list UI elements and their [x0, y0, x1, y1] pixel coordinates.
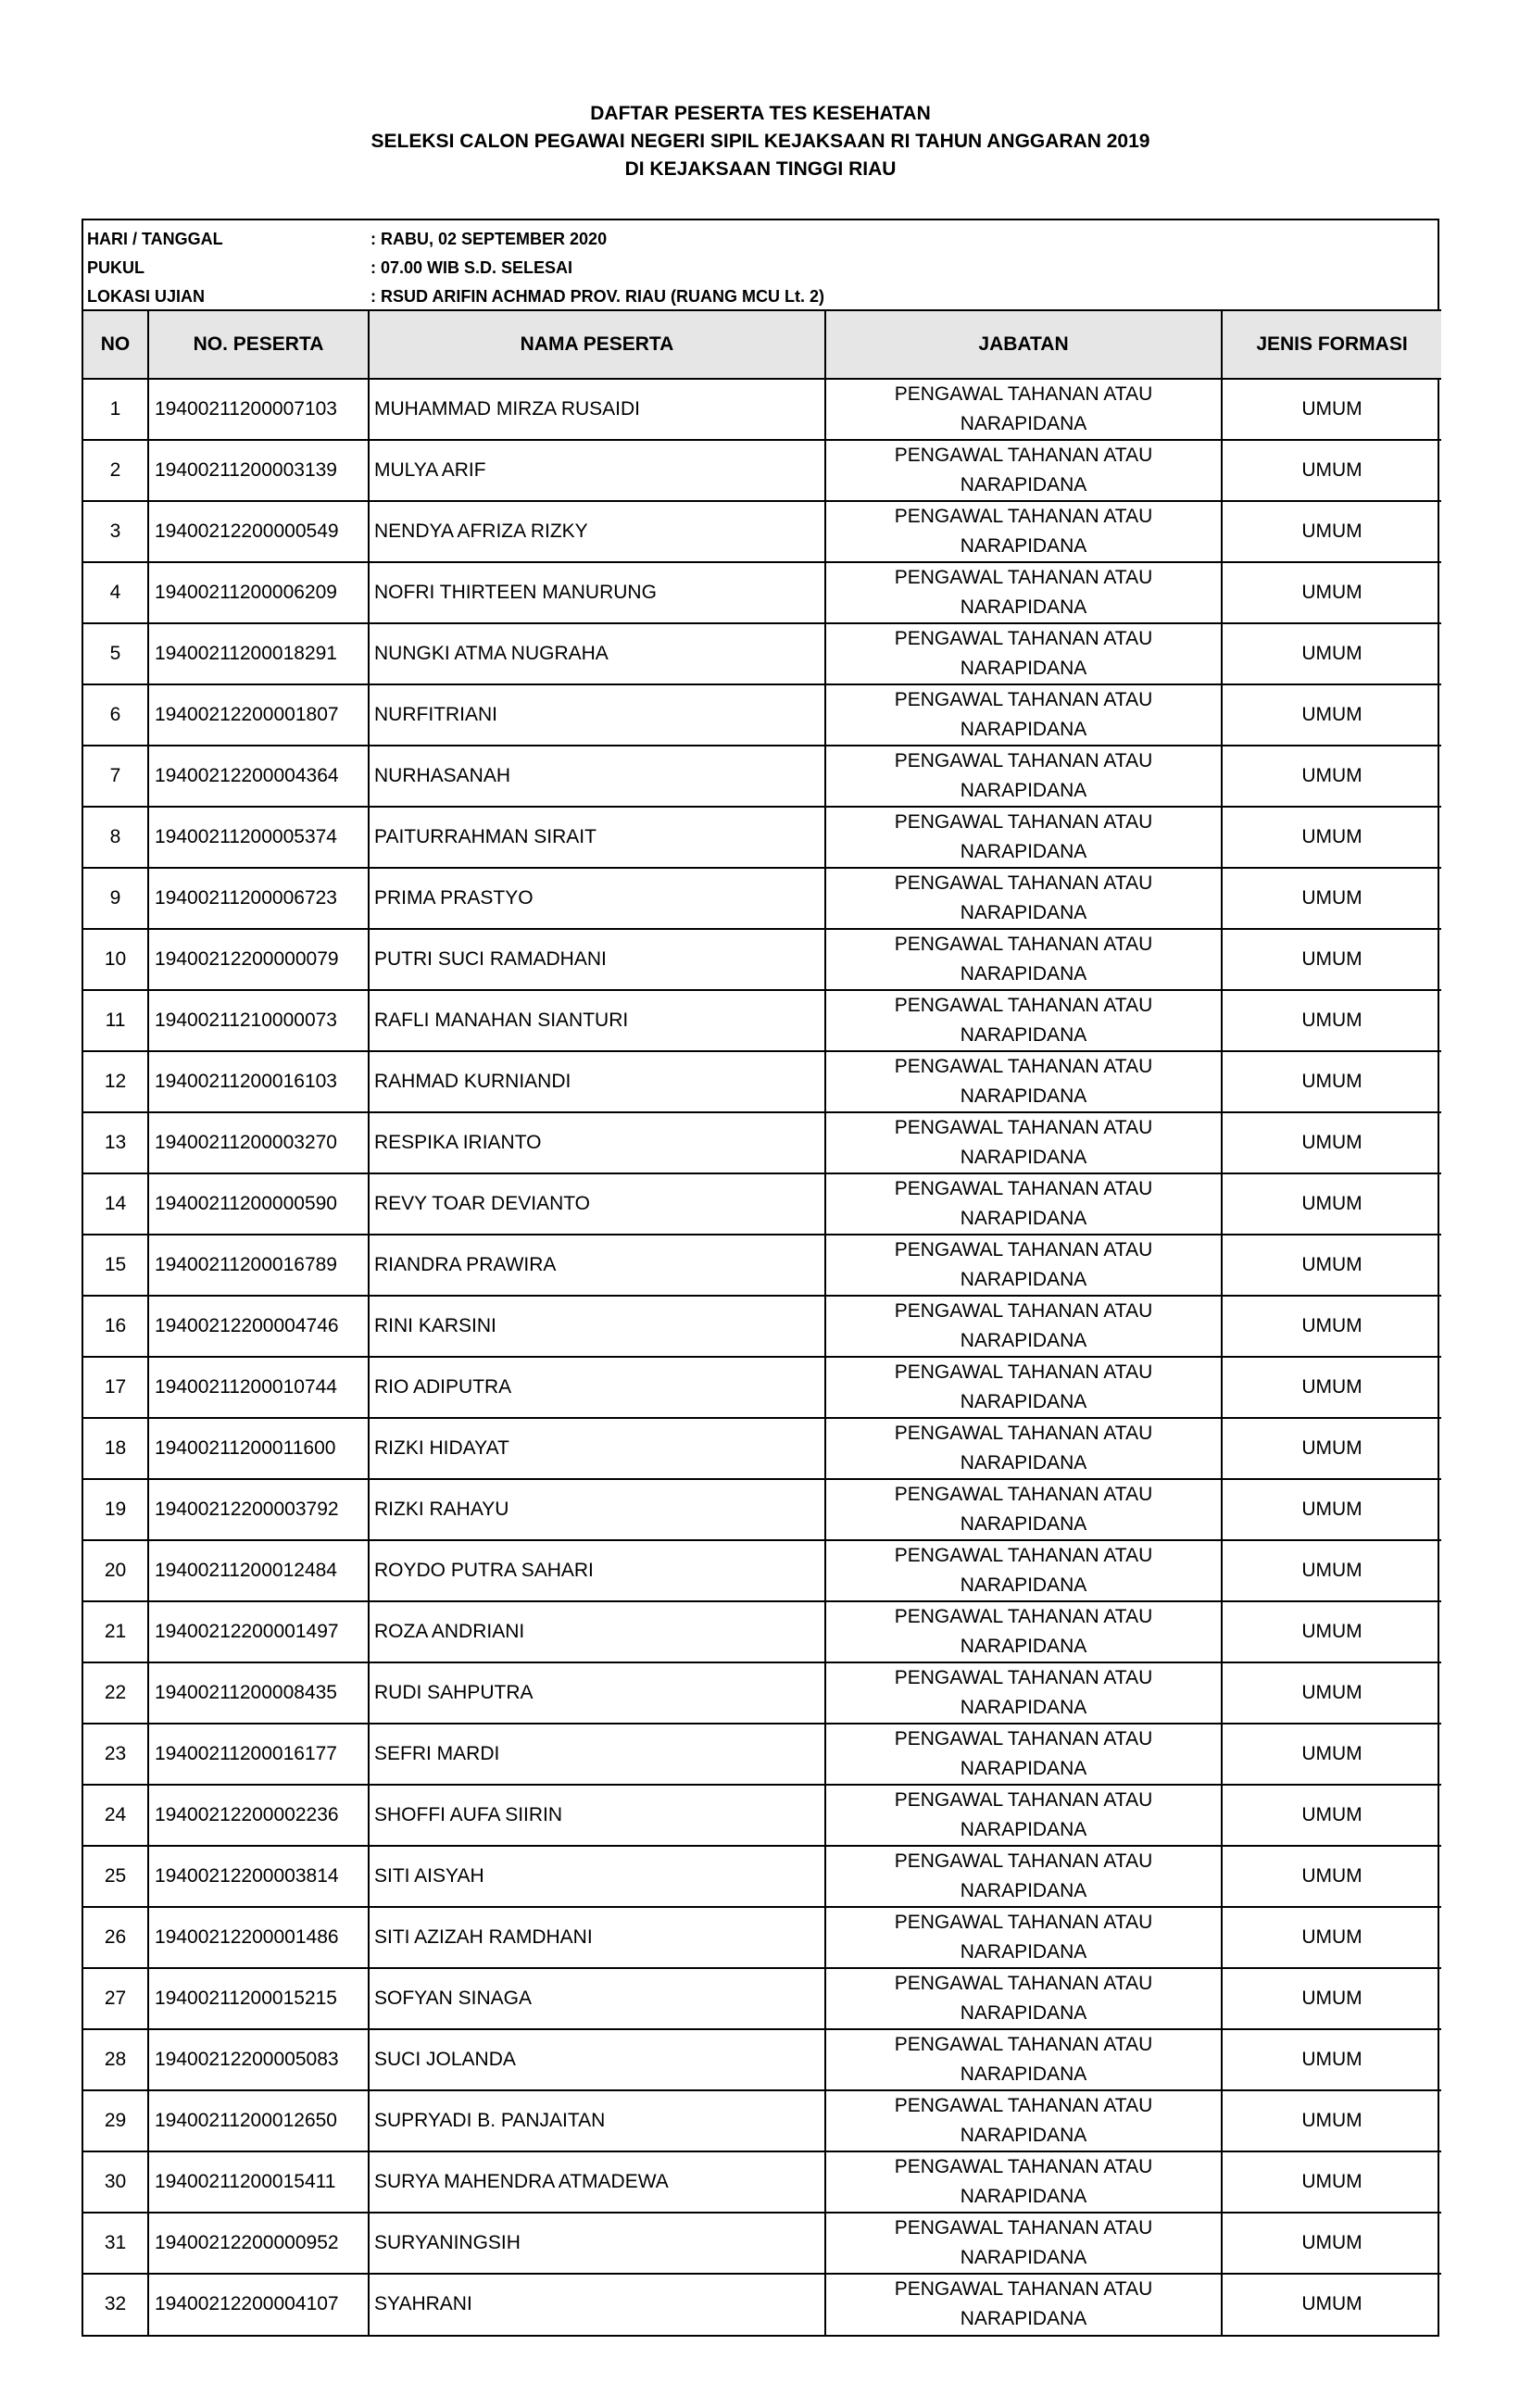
table-row	[83, 379, 1441, 440]
position-line-2: NARAPIDANA	[960, 1269, 1087, 1290]
cell-no: 26	[83, 1907, 148, 1968]
position-line-1: PENGAWAL TAHANAN ATAU	[894, 2034, 1153, 2055]
table-header-row	[83, 310, 1441, 379]
position-line-2: NARAPIDANA	[960, 2002, 1087, 2024]
cell-position	[825, 1968, 1222, 2029]
position-line-1: PENGAWAL TAHANAN ATAU	[894, 1973, 1153, 1994]
cell-no: 15	[83, 1235, 148, 1296]
cell-position	[825, 807, 1222, 868]
cell-position	[825, 746, 1222, 807]
cell-participant-number: 19400211200016103	[148, 1051, 369, 1112]
table-row	[83, 1296, 1441, 1357]
table-row	[83, 746, 1441, 807]
position-line-2: NARAPIDANA	[960, 1636, 1087, 1657]
cell-formation-type: UMUM	[1222, 1112, 1441, 1173]
cell-participant-number: 19400211200003270	[148, 1112, 369, 1173]
cell-formation-type: UMUM	[1222, 1846, 1441, 1907]
cell-position	[825, 684, 1222, 746]
cell-formation-type: UMUM	[1222, 1479, 1441, 1540]
cell-no: 14	[83, 1173, 148, 1235]
cell-participant-number: 19400212200001497	[148, 1601, 369, 1662]
position-line-2: NARAPIDANA	[960, 1024, 1087, 1046]
position-line-1: PENGAWAL TAHANAN ATAU	[894, 506, 1153, 527]
cell-participant-number: 19400212200002236	[148, 1785, 369, 1846]
cell-position	[825, 929, 1222, 990]
position-line-1: PENGAWAL TAHANAN ATAU	[894, 1056, 1153, 1077]
cell-position	[825, 440, 1222, 501]
exam-info-date	[83, 225, 1438, 254]
table-row	[83, 2274, 1441, 2335]
cell-formation-type: UMUM	[1222, 2274, 1441, 2335]
cell-no: 25	[83, 1846, 148, 1907]
table-row	[83, 1357, 1441, 1418]
cell-no: 3	[83, 501, 148, 562]
position-line-2: NARAPIDANA	[960, 658, 1087, 679]
cell-participant-number: 19400211200015215	[148, 1968, 369, 2029]
position-line-2: NARAPIDANA	[960, 1758, 1087, 1779]
position-line-1: PENGAWAL TAHANAN ATAU	[894, 2278, 1153, 2301]
position-line-2: NARAPIDANA	[960, 1147, 1087, 1168]
position-line-2: NARAPIDANA	[960, 902, 1087, 923]
participant-table	[83, 309, 1441, 2335]
position-line-2: NARAPIDANA	[960, 2308, 1087, 2330]
table-row	[83, 623, 1441, 684]
position-line-2: NARAPIDANA	[960, 2063, 1087, 2085]
cell-participant-number: 19400211200007103	[148, 379, 369, 440]
cell-formation-type: UMUM	[1222, 1296, 1441, 1357]
position-line-2: NARAPIDANA	[960, 1208, 1087, 1229]
cell-no: 10	[83, 929, 148, 990]
cell-no: 22	[83, 1662, 148, 1724]
cell-participant-number: 19400211200015411	[148, 2151, 369, 2213]
table-row	[83, 1846, 1441, 1907]
table-row	[83, 1785, 1441, 1846]
cell-position	[825, 1601, 1222, 1662]
cell-formation-type: UMUM	[1222, 1662, 1441, 1724]
position-line-2: NARAPIDANA	[960, 2247, 1087, 2268]
cell-formation-type: UMUM	[1222, 1235, 1441, 1296]
cell-formation-type: UMUM	[1222, 990, 1441, 1051]
cell-participant-name: NURFITRIANI	[369, 684, 825, 746]
cell-no: 31	[83, 2213, 148, 2274]
table-row	[83, 2213, 1441, 2274]
cell-position	[825, 1112, 1222, 1173]
exam-info-label: PUKUL	[87, 258, 144, 277]
position-line-1: PENGAWAL TAHANAN ATAU	[894, 1361, 1153, 1383]
position-line-2: NARAPIDANA	[960, 1941, 1087, 1963]
cell-position	[825, 1357, 1222, 1418]
position-line-2: NARAPIDANA	[960, 2125, 1087, 2146]
cell-no: 29	[83, 2090, 148, 2151]
position-line-2: NARAPIDANA	[960, 1330, 1087, 1351]
cell-no: 13	[83, 1112, 148, 1173]
position-line-1: PENGAWAL TAHANAN ATAU	[894, 1850, 1153, 1872]
cell-participant-number: 19400212200000549	[148, 501, 369, 562]
cell-position	[825, 868, 1222, 929]
cell-participant-name: RUDI SAHPUTRA	[369, 1662, 825, 1724]
cell-formation-type: UMUM	[1222, 2213, 1441, 2274]
cell-no: 12	[83, 1051, 148, 1112]
cell-formation-type: UMUM	[1222, 2029, 1441, 2090]
position-line-1: PENGAWAL TAHANAN ATAU	[894, 1545, 1153, 1566]
cell-participant-number: 19400212200004746	[148, 1296, 369, 1357]
participant-sheet	[82, 219, 1439, 2337]
cell-formation-type: UMUM	[1222, 623, 1441, 684]
position-line-1: PENGAWAL TAHANAN ATAU	[894, 811, 1153, 833]
cell-participant-name: PUTRI SUCI RAMADHANI	[369, 929, 825, 990]
table-body	[83, 379, 1441, 2335]
table-row	[83, 1112, 1441, 1173]
exam-info-value: : 07.00 WIB S.D. SELESAI	[370, 258, 573, 277]
position-line-1: PENGAWAL TAHANAN ATAU	[894, 872, 1153, 894]
position-line-2: NARAPIDANA	[960, 1085, 1087, 1107]
cell-participant-name: RIO ADIPUTRA	[369, 1357, 825, 1418]
position-line-2: NARAPIDANA	[960, 596, 1087, 618]
cell-formation-type: UMUM	[1222, 1968, 1441, 2029]
cell-participant-number: 19400211200018291	[148, 623, 369, 684]
position-line-2: NARAPIDANA	[960, 841, 1087, 862]
position-line-1: PENGAWAL TAHANAN ATAU	[894, 1667, 1153, 1688]
cell-participant-name: RIANDRA PRAWIRA	[369, 1235, 825, 1296]
cell-position	[825, 2029, 1222, 2090]
table-row	[83, 929, 1441, 990]
position-line-2: NARAPIDANA	[960, 1391, 1087, 1412]
position-line-1: PENGAWAL TAHANAN ATAU	[894, 2156, 1153, 2177]
cell-formation-type: UMUM	[1222, 562, 1441, 623]
position-line-2: NARAPIDANA	[960, 1452, 1087, 1474]
table-row	[83, 990, 1441, 1051]
cell-participant-name: SOFYAN SINAGA	[369, 1968, 825, 2029]
table-row	[83, 1051, 1441, 1112]
cell-participant-name: NURHASANAH	[369, 746, 825, 807]
position-line-1: PENGAWAL TAHANAN ATAU	[894, 934, 1153, 955]
title-line-3: DI KEJAKSAAN TINGGI RIAU	[624, 158, 897, 180]
table-row	[83, 1968, 1441, 2029]
cell-position	[825, 1785, 1222, 1846]
position-line-2: NARAPIDANA	[960, 719, 1087, 740]
cell-position	[825, 1418, 1222, 1479]
table-row	[83, 2151, 1441, 2213]
position-line-1: PENGAWAL TAHANAN ATAU	[894, 1423, 1153, 1444]
cell-participant-name: SITI AZIZAH RAMDHANI	[369, 1907, 825, 1968]
cell-formation-type: UMUM	[1222, 1907, 1441, 1968]
cell-participant-name: MULYA ARIF	[369, 440, 825, 501]
cell-participant-name: SURYA MAHENDRA ATMADEWA	[369, 2151, 825, 2213]
header-position: JABATAN	[825, 310, 1222, 379]
position-line-2: NARAPIDANA	[960, 1880, 1087, 1901]
position-line-1: PENGAWAL TAHANAN ATAU	[894, 689, 1153, 710]
position-line-1: PENGAWAL TAHANAN ATAU	[894, 567, 1153, 588]
exam-info	[83, 220, 1438, 309]
cell-formation-type: UMUM	[1222, 501, 1441, 562]
position-line-2: NARAPIDANA	[960, 780, 1087, 801]
cell-no: 30	[83, 2151, 148, 2213]
cell-participant-number: 19400212200003792	[148, 1479, 369, 1540]
cell-position	[825, 1296, 1222, 1357]
table-row	[83, 868, 1441, 929]
cell-participant-name: NOFRI THIRTEEN MANURUNG	[369, 562, 825, 623]
cell-participant-name: NENDYA AFRIZA RIZKY	[369, 501, 825, 562]
cell-participant-name: ROYDO PUTRA SAHARI	[369, 1540, 825, 1601]
position-line-2: NARAPIDANA	[960, 963, 1087, 985]
cell-participant-name: SUCI JOLANDA	[369, 2029, 825, 2090]
cell-formation-type: UMUM	[1222, 1540, 1441, 1601]
cell-no: 4	[83, 562, 148, 623]
cell-position	[825, 562, 1222, 623]
cell-participant-number: 19400211200000590	[148, 1173, 369, 1235]
position-line-2: NARAPIDANA	[960, 1819, 1087, 1840]
cell-participant-name: RESPIKA IRIANTO	[369, 1112, 825, 1173]
cell-participant-name: RIZKI RAHAYU	[369, 1479, 825, 1540]
cell-formation-type: UMUM	[1222, 379, 1441, 440]
table-row	[83, 562, 1441, 623]
cell-position	[825, 2090, 1222, 2151]
cell-participant-number: 19400211200003139	[148, 440, 369, 501]
cell-participant-number: 19400212200005083	[148, 2029, 369, 2090]
cell-no: 28	[83, 2029, 148, 2090]
position-line-1: PENGAWAL TAHANAN ATAU	[894, 1606, 1153, 1627]
title-line-1: DAFTAR PESERTA TES KESEHATAN	[590, 103, 931, 124]
position-line-2: NARAPIDANA	[960, 474, 1087, 495]
cell-participant-name: NUNGKI ATMA NUGRAHA	[369, 623, 825, 684]
cell-participant-number: 19400212200000952	[148, 2213, 369, 2274]
cell-participant-name: RIZKI HIDAYAT	[369, 1418, 825, 1479]
cell-formation-type: UMUM	[1222, 2151, 1441, 2213]
cell-no: 32	[83, 2274, 148, 2335]
cell-position	[825, 1724, 1222, 1785]
cell-participant-number: 19400212200000079	[148, 929, 369, 990]
header-participant-name: NAMA PESERTA	[369, 310, 825, 379]
position-line-2: NARAPIDANA	[960, 1513, 1087, 1535]
cell-participant-name: SHOFFI AUFA SIIRIN	[369, 1785, 825, 1846]
cell-participant-name: SITI AISYAH	[369, 1846, 825, 1907]
cell-no: 21	[83, 1601, 148, 1662]
cell-participant-name: SURYANINGSIH	[369, 2213, 825, 2274]
position-line-1: PENGAWAL TAHANAN ATAU	[894, 1789, 1153, 1811]
position-line-1: PENGAWAL TAHANAN ATAU	[894, 1728, 1153, 1750]
table-row	[83, 501, 1441, 562]
table-row	[83, 1601, 1441, 1662]
cell-formation-type: UMUM	[1222, 2090, 1441, 2151]
exam-info-value: : RSUD ARIFIN ACHMAD PROV. RIAU (RUANG MCU Lt. 2)	[370, 287, 824, 306]
cell-position	[825, 2274, 1222, 2335]
cell-no: 24	[83, 1785, 148, 1846]
cell-no: 5	[83, 623, 148, 684]
cell-participant-number: 19400211200010744	[148, 1357, 369, 1418]
cell-participant-number: 19400211200006723	[148, 868, 369, 929]
position-line-1: PENGAWAL TAHANAN ATAU	[894, 1239, 1153, 1260]
cell-no: 23	[83, 1724, 148, 1785]
cell-formation-type: UMUM	[1222, 1724, 1441, 1785]
cell-participant-number: 19400212200004107	[148, 2274, 369, 2335]
table-row	[83, 1724, 1441, 1785]
table-row	[83, 2090, 1441, 2151]
cell-participant-number: 19400211210000073	[148, 990, 369, 1051]
table-row	[83, 1540, 1441, 1601]
cell-no: 20	[83, 1540, 148, 1601]
exam-info-time	[83, 254, 1438, 282]
cell-participant-number: 19400211200011600	[148, 1418, 369, 1479]
cell-participant-name: RINI KARSINI	[369, 1296, 825, 1357]
position-line-1: PENGAWAL TAHANAN ATAU	[894, 1912, 1153, 1933]
cell-no: 9	[83, 868, 148, 929]
cell-participant-number: 19400211200008435	[148, 1662, 369, 1724]
table-row	[83, 1662, 1441, 1724]
position-line-1: PENGAWAL TAHANAN ATAU	[894, 383, 1153, 405]
table-row	[83, 684, 1441, 746]
table-row	[83, 1479, 1441, 1540]
position-line-1: PENGAWAL TAHANAN ATAU	[894, 445, 1153, 466]
position-line-2: NARAPIDANA	[960, 413, 1087, 434]
cell-position	[825, 2213, 1222, 2274]
cell-formation-type: UMUM	[1222, 1785, 1441, 1846]
cell-position	[825, 1907, 1222, 1968]
cell-formation-type: UMUM	[1222, 746, 1441, 807]
cell-participant-name: RAFLI MANAHAN SIANTURI	[369, 990, 825, 1051]
cell-no: 18	[83, 1418, 148, 1479]
header-formation-type: JENIS FORMASI	[1222, 310, 1441, 379]
cell-participant-number: 19400211200006209	[148, 562, 369, 623]
document-title-block	[82, 100, 1439, 183]
cell-position	[825, 1846, 1222, 1907]
cell-no: 6	[83, 684, 148, 746]
cell-formation-type: UMUM	[1222, 1357, 1441, 1418]
table-row	[83, 1907, 1441, 1968]
cell-position	[825, 990, 1222, 1051]
cell-participant-name: PAITURRAHMAN SIRAIT	[369, 807, 825, 868]
cell-position	[825, 623, 1222, 684]
cell-formation-type: UMUM	[1222, 684, 1441, 746]
cell-formation-type: UMUM	[1222, 1173, 1441, 1235]
cell-position	[825, 379, 1222, 440]
cell-participant-name: REVY TOAR DEVIANTO	[369, 1173, 825, 1235]
cell-no: 8	[83, 807, 148, 868]
cell-position	[825, 1051, 1222, 1112]
table-row	[83, 440, 1441, 501]
cell-participant-number: 19400211200005374	[148, 807, 369, 868]
header-no: NO	[83, 310, 148, 379]
cell-formation-type: UMUM	[1222, 807, 1441, 868]
cell-participant-name: SEFRI MARDI	[369, 1724, 825, 1785]
table-row	[83, 2029, 1441, 2090]
position-line-1: PENGAWAL TAHANAN ATAU	[894, 750, 1153, 771]
cell-position	[825, 1173, 1222, 1235]
position-line-1: PENGAWAL TAHANAN ATAU	[894, 1178, 1153, 1199]
cell-participant-name: MUHAMMAD MIRZA RUSAIDI	[369, 379, 825, 440]
position-line-2: NARAPIDANA	[960, 535, 1087, 557]
cell-participant-number: 19400212200003814	[148, 1846, 369, 1907]
cell-formation-type: UMUM	[1222, 929, 1441, 990]
position-line-1: PENGAWAL TAHANAN ATAU	[894, 628, 1153, 649]
exam-info-label: HARI / TANGGAL	[87, 230, 223, 248]
cell-position	[825, 1540, 1222, 1601]
table-row	[83, 1418, 1441, 1479]
cell-formation-type: UMUM	[1222, 1601, 1441, 1662]
cell-participant-name: SUPRYADI B. PANJAITAN	[369, 2090, 825, 2151]
exam-info-label: LOKASI UJIAN	[87, 287, 206, 306]
cell-participant-number: 19400211200016177	[148, 1724, 369, 1785]
position-line-2: NARAPIDANA	[960, 1697, 1087, 1718]
cell-position	[825, 1479, 1222, 1540]
exam-info-value: : RABU, 02 SEPTEMBER 2020	[370, 230, 608, 248]
table-row	[83, 1235, 1441, 1296]
position-line-1: PENGAWAL TAHANAN ATAU	[894, 1117, 1153, 1138]
cell-position	[825, 501, 1222, 562]
position-line-1: PENGAWAL TAHANAN ATAU	[894, 1484, 1153, 1505]
position-line-1: PENGAWAL TAHANAN ATAU	[894, 995, 1153, 1016]
cell-participant-number: 19400212200001486	[148, 1907, 369, 1968]
position-line-1: PENGAWAL TAHANAN ATAU	[894, 2095, 1153, 2116]
cell-participant-name: ROZA ANDRIANI	[369, 1601, 825, 1662]
cell-formation-type: UMUM	[1222, 1418, 1441, 1479]
cell-position	[825, 1235, 1222, 1296]
cell-no: 17	[83, 1357, 148, 1418]
cell-no: 19	[83, 1479, 148, 1540]
cell-no: 2	[83, 440, 148, 501]
cell-formation-type: UMUM	[1222, 1051, 1441, 1112]
header-participant-number: NO. PESERTA	[148, 310, 369, 379]
cell-formation-type: UMUM	[1222, 868, 1441, 929]
cell-participant-name: SYAHRANI	[369, 2274, 825, 2335]
cell-participant-number: 19400211200012484	[148, 1540, 369, 1601]
exam-info-location	[83, 282, 1438, 311]
table-row	[83, 807, 1441, 868]
cell-participant-name: PRIMA PRASTYO	[369, 868, 825, 929]
position-line-2: NARAPIDANA	[960, 2186, 1087, 2207]
cell-participant-number: 19400212200001807	[148, 684, 369, 746]
cell-no: 27	[83, 1968, 148, 2029]
position-line-1: PENGAWAL TAHANAN ATAU	[894, 2217, 1153, 2239]
cell-no: 1	[83, 379, 148, 440]
cell-participant-number: 19400211200016789	[148, 1235, 369, 1296]
cell-participant-number: 19400212200004364	[148, 746, 369, 807]
cell-no: 11	[83, 990, 148, 1051]
cell-participant-name: RAHMAD KURNIANDI	[369, 1051, 825, 1112]
cell-position	[825, 1662, 1222, 1724]
cell-no: 16	[83, 1296, 148, 1357]
cell-formation-type: UMUM	[1222, 440, 1441, 501]
table-row	[83, 1173, 1441, 1235]
cell-no: 7	[83, 746, 148, 807]
cell-participant-number: 19400211200012650	[148, 2090, 369, 2151]
cell-position	[825, 2151, 1222, 2213]
position-line-1: PENGAWAL TAHANAN ATAU	[894, 1300, 1153, 1322]
title-line-2: SELEKSI CALON PEGAWAI NEGERI SIPIL KEJAKSAAN RI TAHUN ANGGARAN 2019	[370, 131, 1150, 152]
position-line-2: NARAPIDANA	[960, 1574, 1087, 1596]
